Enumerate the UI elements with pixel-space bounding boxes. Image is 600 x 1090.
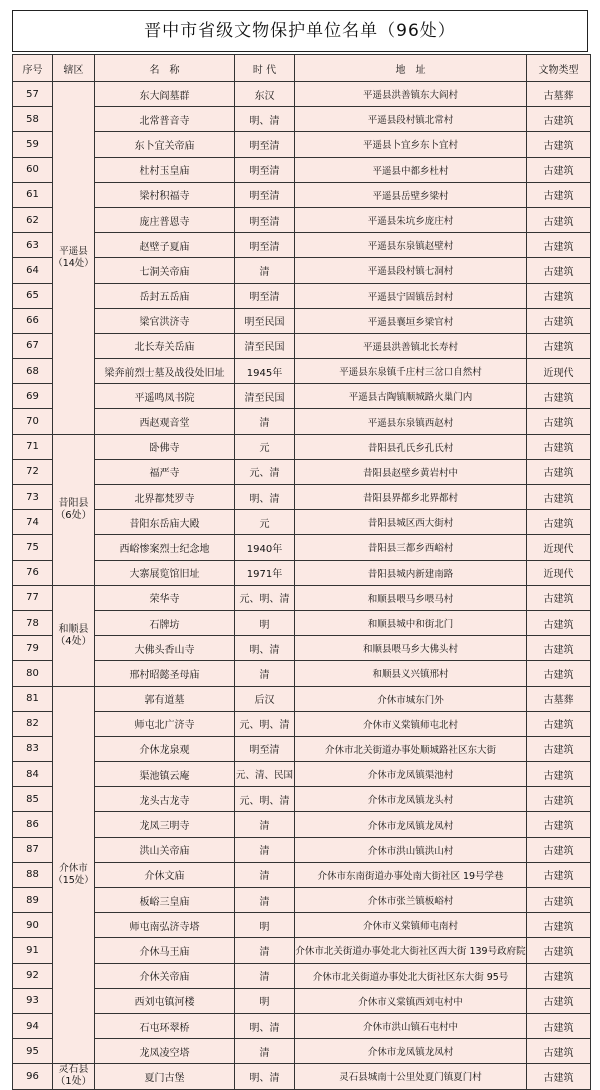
site-name: 赵壁子夏庙 [95, 233, 235, 258]
site-type: 古建筑 [527, 1064, 591, 1089]
site-type: 古建筑 [527, 787, 591, 812]
row-number: 69 [13, 384, 53, 409]
table-row [13, 207, 591, 232]
table-row [13, 560, 591, 585]
site-type: 古建筑 [527, 837, 591, 862]
site-era: 元、明、清 [235, 711, 295, 736]
table-row [13, 963, 591, 988]
site-type: 古建筑 [527, 661, 591, 686]
site-address: 介休市东南街道办事处南大街社区 19号学巷 [295, 862, 527, 887]
site-address: 平遥县洪善镇北长寿村 [295, 333, 527, 358]
district-cell [53, 585, 95, 686]
row-number: 94 [13, 1013, 53, 1038]
site-type: 古建筑 [527, 258, 591, 283]
site-type: 古建筑 [527, 132, 591, 157]
site-name: 卧佛寺 [95, 434, 235, 459]
site-era: 元 [235, 510, 295, 535]
site-address: 和顺县喂马乡喂马村 [295, 585, 527, 610]
table-row [13, 409, 591, 434]
site-address: 昔阳县界都乡北界都村 [295, 485, 527, 510]
row-number: 64 [13, 258, 53, 283]
site-type: 古建筑 [527, 938, 591, 963]
table-row [13, 107, 591, 132]
table-row [13, 913, 591, 938]
row-number: 61 [13, 182, 53, 207]
row-number: 82 [13, 711, 53, 736]
table-row [13, 837, 591, 862]
site-address: 昔阳县城内新建南路 [295, 560, 527, 585]
header-number: 序号 [13, 55, 53, 82]
site-era: 明至清 [235, 233, 295, 258]
header-type: 文物类型 [527, 55, 591, 82]
site-type: 古建筑 [527, 485, 591, 510]
table-row [13, 333, 591, 358]
table-row [13, 888, 591, 913]
site-address: 和顺县义兴镇邢村 [295, 661, 527, 686]
header-name: 名 称 [95, 55, 235, 82]
site-name: 师屯北广济寺 [95, 711, 235, 736]
site-name: 梁奔前烈士墓及战役处旧址 [95, 359, 235, 384]
row-number: 80 [13, 661, 53, 686]
table-row [13, 182, 591, 207]
site-type: 古建筑 [527, 182, 591, 207]
row-number: 84 [13, 762, 53, 787]
header-district: 辖区 [53, 55, 95, 82]
site-name: 北长寿关岳庙 [95, 333, 235, 358]
site-name: 石牌坊 [95, 610, 235, 635]
site-era: 明、清 [235, 1013, 295, 1038]
row-number: 74 [13, 510, 53, 535]
row-number: 70 [13, 409, 53, 434]
table-row [13, 434, 591, 459]
row-number: 68 [13, 359, 53, 384]
site-era: 明至民国 [235, 308, 295, 333]
site-era: 1945年 [235, 359, 295, 384]
site-address: 介休市北关街道办事处北大街社区东大街 95号 [295, 963, 527, 988]
site-name: 西峪惨案烈士纪念地 [95, 535, 235, 560]
site-address: 平遥县朱坑乡庞庄村 [295, 207, 527, 232]
district-cell [53, 686, 95, 1064]
row-number: 72 [13, 459, 53, 484]
row-number: 89 [13, 888, 53, 913]
table-row [13, 157, 591, 182]
site-era: 元、明、清 [235, 787, 295, 812]
site-type: 古建筑 [527, 459, 591, 484]
site-type: 古建筑 [527, 333, 591, 358]
table-row [13, 812, 591, 837]
site-name: 龙凤凌空塔 [95, 1039, 235, 1064]
site-address: 平遥县东泉镇千庄村三岔口自然村 [295, 359, 527, 384]
site-name: 七洞关帝庙 [95, 258, 235, 283]
site-era: 明 [235, 988, 295, 1013]
table-row [13, 736, 591, 761]
table-row [13, 1013, 591, 1038]
row-number: 60 [13, 157, 53, 182]
site-type: 古建筑 [527, 107, 591, 132]
table-row [13, 459, 591, 484]
heritage-table [12, 54, 591, 1090]
site-name: 梁村积福寺 [95, 182, 235, 207]
table-row [13, 535, 591, 560]
site-era: 明、清 [235, 107, 295, 132]
site-type: 古建筑 [527, 1013, 591, 1038]
site-era: 元、清、民国 [235, 762, 295, 787]
site-type: 古建筑 [527, 308, 591, 333]
site-type: 古建筑 [527, 283, 591, 308]
site-name: 荣华寺 [95, 585, 235, 610]
district-count: （14处） [53, 257, 94, 269]
site-address: 和顺县城中和街北门 [295, 610, 527, 635]
table-body [13, 82, 591, 1090]
site-type: 古建筑 [527, 157, 591, 182]
site-address: 介休市北关街道办事处北大街社区西大街 139号政府院 [295, 938, 527, 963]
table-row [13, 82, 591, 107]
site-era: 明至清 [235, 132, 295, 157]
site-address: 和顺县喂马乡大佛头村 [295, 636, 527, 661]
site-name: 介休文庙 [95, 862, 235, 887]
table-row [13, 258, 591, 283]
site-address: 介休市洪山镇石屯村中 [295, 1013, 527, 1038]
site-name: 昔阳东岳庙大殿 [95, 510, 235, 535]
district-count: （15处） [53, 874, 94, 886]
row-number: 83 [13, 736, 53, 761]
site-name: 介休马王庙 [95, 938, 235, 963]
site-era: 清 [235, 862, 295, 887]
district-name: 和顺县 [58, 623, 89, 635]
site-name: 夏门古堡 [95, 1064, 235, 1089]
site-type: 古建筑 [527, 812, 591, 837]
district-count: （4处） [55, 635, 92, 647]
site-name: 杜村玉皇庙 [95, 157, 235, 182]
site-type: 近现代 [527, 535, 591, 560]
table-row [13, 283, 591, 308]
site-era: 清 [235, 1039, 295, 1064]
site-address: 介休市龙凤镇渠池村 [295, 762, 527, 787]
row-number: 66 [13, 308, 53, 333]
site-address: 平遥县东泉镇西赵村 [295, 409, 527, 434]
site-address: 介休市义棠镇师屯北村 [295, 711, 527, 736]
site-address: 平遥县东泉镇赵壁村 [295, 233, 527, 258]
table-row [13, 711, 591, 736]
site-era: 明至清 [235, 736, 295, 761]
row-number: 90 [13, 913, 53, 938]
site-type: 近现代 [527, 359, 591, 384]
row-number: 79 [13, 636, 53, 661]
district-cell [53, 434, 95, 585]
row-number: 91 [13, 938, 53, 963]
site-name: 东卜宜关帝庙 [95, 132, 235, 157]
table-row [13, 384, 591, 409]
district-cell [53, 82, 95, 435]
site-type: 古墓葬 [527, 82, 591, 107]
site-era: 明、清 [235, 636, 295, 661]
site-address: 平遥县古陶镇顺城路火巢门内 [295, 384, 527, 409]
row-number: 67 [13, 333, 53, 358]
site-address: 介休市龙凤镇龙凤村 [295, 1039, 527, 1064]
site-era: 明、清 [235, 485, 295, 510]
site-name: 龙凤三明寺 [95, 812, 235, 837]
site-address: 介休市龙凤镇龙凤村 [295, 812, 527, 837]
site-name: 大佛头香山寺 [95, 636, 235, 661]
site-address: 昔阳县城区西大街村 [295, 510, 527, 535]
site-name: 西赵观音堂 [95, 409, 235, 434]
site-name: 龙头古龙寺 [95, 787, 235, 812]
site-name: 大寨展览馆旧址 [95, 560, 235, 585]
site-type: 古建筑 [527, 963, 591, 988]
site-type: 古建筑 [527, 510, 591, 535]
site-address: 灵石县城南十公里处夏门镇夏门村 [295, 1064, 527, 1089]
table-row [13, 787, 591, 812]
site-era: 明至清 [235, 157, 295, 182]
site-type: 古建筑 [527, 888, 591, 913]
site-name: 西刘屯镇河楼 [95, 988, 235, 1013]
site-era: 元 [235, 434, 295, 459]
site-era: 清 [235, 963, 295, 988]
site-name: 介休龙泉观 [95, 736, 235, 761]
site-type: 古墓葬 [527, 686, 591, 711]
site-address: 介休市城东门外 [295, 686, 527, 711]
site-type: 古建筑 [527, 610, 591, 635]
site-type: 古建筑 [527, 409, 591, 434]
site-era: 清 [235, 837, 295, 862]
row-number: 76 [13, 560, 53, 585]
site-name: 邢村昭懿圣母庙 [95, 661, 235, 686]
table-row [13, 1064, 591, 1089]
district-name: 昔阳县 [58, 497, 89, 509]
site-address: 昔阳县孔氏乡孔氏村 [295, 434, 527, 459]
table-row [13, 661, 591, 686]
site-name: 郭有道墓 [95, 686, 235, 711]
row-number: 57 [13, 82, 53, 107]
table-row [13, 359, 591, 384]
row-number: 59 [13, 132, 53, 157]
table-row [13, 132, 591, 157]
row-number: 87 [13, 837, 53, 862]
site-type: 古建筑 [527, 207, 591, 232]
site-name: 平遥鸣凤书院 [95, 384, 235, 409]
site-name: 福严寺 [95, 459, 235, 484]
table-row [13, 585, 591, 610]
site-name: 东大阎墓群 [95, 82, 235, 107]
site-era: 后汉 [235, 686, 295, 711]
table-row [13, 610, 591, 635]
row-number: 96 [13, 1064, 53, 1089]
site-address: 昔阳县赵壁乡黄岩村中 [295, 459, 527, 484]
site-type: 古建筑 [527, 233, 591, 258]
site-address: 平遥县宁固镇岳封村 [295, 283, 527, 308]
site-address: 平遥县岳壁乡梁村 [295, 182, 527, 207]
site-address: 介休市义棠镇西刘屯村中 [295, 988, 527, 1013]
site-era: 1971年 [235, 560, 295, 585]
row-number: 65 [13, 283, 53, 308]
site-era: 东汉 [235, 82, 295, 107]
site-address: 介休市洪山镇洪山村 [295, 837, 527, 862]
site-era: 清至民国 [235, 384, 295, 409]
site-era: 清 [235, 258, 295, 283]
site-era: 元、清 [235, 459, 295, 484]
table-row [13, 988, 591, 1013]
row-number: 58 [13, 107, 53, 132]
district-cell [53, 1064, 95, 1089]
table-row [13, 308, 591, 333]
site-type: 古建筑 [527, 434, 591, 459]
site-name: 板峪三皇庙 [95, 888, 235, 913]
district-count: （6处） [55, 509, 92, 521]
header-address: 地 址 [295, 55, 527, 82]
row-number: 92 [13, 963, 53, 988]
table-header-row [13, 55, 591, 82]
site-address: 平遥县中都乡杜村 [295, 157, 527, 182]
row-number: 81 [13, 686, 53, 711]
site-name: 庞庄普恩寺 [95, 207, 235, 232]
site-type: 古建筑 [527, 384, 591, 409]
site-type: 古建筑 [527, 736, 591, 761]
row-number: 93 [13, 988, 53, 1013]
row-number: 71 [13, 434, 53, 459]
site-era: 元、明、清 [235, 585, 295, 610]
table-row [13, 510, 591, 535]
site-name: 石屯环翠桥 [95, 1013, 235, 1038]
district-name: 灵石县 [58, 1064, 89, 1076]
site-era: 清 [235, 812, 295, 837]
row-number: 63 [13, 233, 53, 258]
site-name: 介休关帝庙 [95, 963, 235, 988]
site-name: 北界都梵罗寺 [95, 485, 235, 510]
site-address: 介休市义棠镇师屯南村 [295, 913, 527, 938]
page-title: 晋中市省级文物保护单位名单（96处） [12, 10, 588, 52]
row-number: 62 [13, 207, 53, 232]
site-type: 古建筑 [527, 988, 591, 1013]
site-era: 清 [235, 888, 295, 913]
row-number: 88 [13, 862, 53, 887]
district-name: 介休市 [59, 862, 88, 874]
site-era: 清 [235, 938, 295, 963]
site-address: 平遥县襄垣乡梁官村 [295, 308, 527, 333]
row-number: 77 [13, 585, 53, 610]
site-address: 平遥县段村镇北常村 [295, 107, 527, 132]
site-era: 1940年 [235, 535, 295, 560]
site-era: 清至民国 [235, 333, 295, 358]
site-type: 古建筑 [527, 636, 591, 661]
site-address: 介休市张兰镇板峪村 [295, 888, 527, 913]
site-type: 近现代 [527, 560, 591, 585]
site-era: 清 [235, 661, 295, 686]
table-row [13, 636, 591, 661]
row-number: 95 [13, 1039, 53, 1064]
site-name: 洪山关帝庙 [95, 837, 235, 862]
district-count: （1处） [55, 1076, 92, 1088]
header-era: 时 代 [235, 55, 295, 82]
row-number: 85 [13, 787, 53, 812]
row-number: 78 [13, 610, 53, 635]
site-type: 古建筑 [527, 913, 591, 938]
site-era: 明至清 [235, 283, 295, 308]
table-row [13, 862, 591, 887]
site-address: 平遥县段村镇七洞村 [295, 258, 527, 283]
site-address: 介休市北关街道办事处顺城路社区东大街 [295, 736, 527, 761]
site-era: 明 [235, 913, 295, 938]
site-era: 明至清 [235, 182, 295, 207]
site-name: 岳封五岳庙 [95, 283, 235, 308]
site-type: 古建筑 [527, 585, 591, 610]
row-number: 73 [13, 485, 53, 510]
site-era: 清 [235, 409, 295, 434]
site-address: 平遥县卜宜乡东卜宜村 [295, 132, 527, 157]
site-address: 介休市龙凤镇龙头村 [295, 787, 527, 812]
site-address: 昔阳县三都乡西峪村 [295, 535, 527, 560]
site-type: 古建筑 [527, 762, 591, 787]
table-row [13, 233, 591, 258]
row-number: 86 [13, 812, 53, 837]
site-name: 渠池镇云庵 [95, 762, 235, 787]
table-row [13, 938, 591, 963]
table-row [13, 485, 591, 510]
site-era: 明至清 [235, 207, 295, 232]
site-type: 古建筑 [527, 862, 591, 887]
site-name: 北常普音寺 [95, 107, 235, 132]
site-type: 古建筑 [527, 1039, 591, 1064]
table-row [13, 1039, 591, 1064]
site-era: 明、清 [235, 1064, 295, 1089]
site-name: 师屯南弘济寺塔 [95, 913, 235, 938]
district-name: 平遥县 [59, 245, 88, 257]
site-name: 梁官洪济寺 [95, 308, 235, 333]
table-row [13, 762, 591, 787]
site-era: 明 [235, 610, 295, 635]
site-type: 古建筑 [527, 711, 591, 736]
row-number: 75 [13, 535, 53, 560]
site-address: 平遥县洪善镇东大阎村 [295, 82, 527, 107]
table-row [13, 686, 591, 711]
